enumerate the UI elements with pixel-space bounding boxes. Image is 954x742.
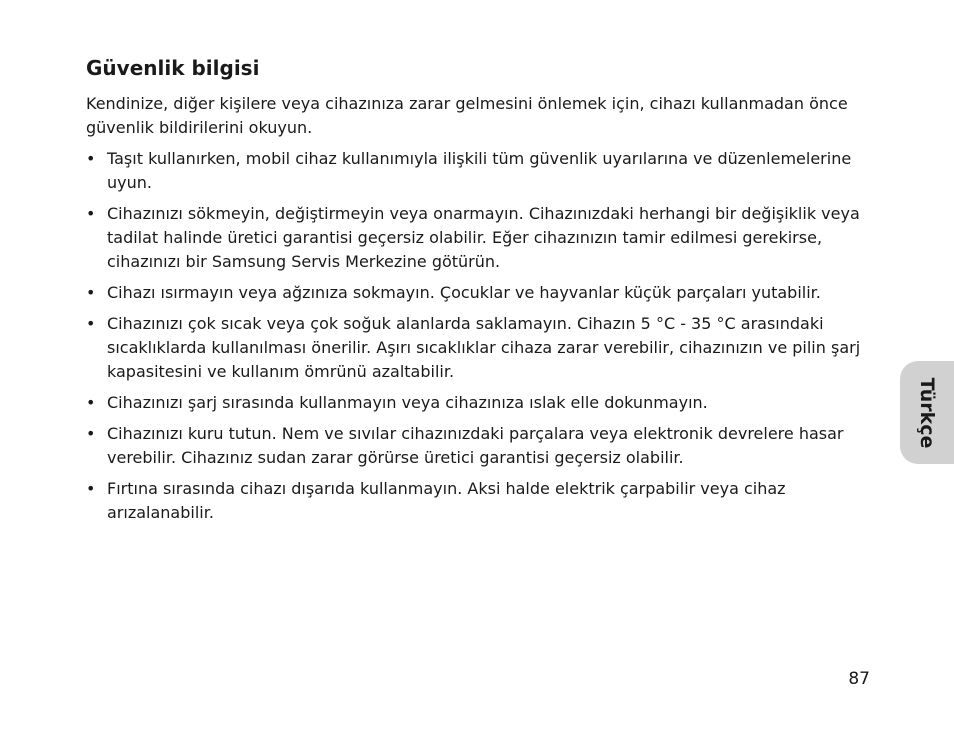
bullet-text: Cihazınızı sökmeyin, değiştirmeyin veya onarmayın. Cihazınızdaki herhangi bir değişiklik veya tadilat halinde üretici garantisi geçersiz olabilir. Eğer cihazınızın tamir edilmesi gerekirse, cihazınızı bir Samsung Servis Merkezine götürün.: [107, 204, 860, 271]
section-title: Güvenlik bilgisi: [86, 56, 260, 80]
safety-section: [86, 54, 876, 532]
intro-paragraph: Kendinize, diğer kişilere veya cihazınıza zarar gelmesini önlemek için, cihazı kullanmadan önce güvenlik bildirilerini okuyun.: [86, 94, 848, 137]
bullet-text: Cihazınızı çok sıcak veya çok soğuk alanlarda saklamayın. Cihazın 5 °C - 35 °C arasındaki sıcaklıklarda kullanılması önerilir. Aşırı sıcaklıklar cihaza zarar verebilir, cihazınızın ve pilin şarj kapasitesini ve kullanım ömrünü azaltabilir.: [107, 314, 861, 381]
bullet-item: [86, 312, 876, 384]
bullet-mark: •: [86, 393, 96, 412]
bullet-mark: •: [86, 204, 96, 223]
bullet-text: Cihazınızı şarj sırasında kullanmayın veya cihazınıza ıslak elle dokunmayın.: [107, 393, 708, 412]
bullet-text: Taşıt kullanırken, mobil cihaz kullanımıyla ilişkili tüm güvenlik uyarılarına ve düzenlemelerine uyun.: [107, 149, 852, 192]
bullet-item: [86, 281, 876, 305]
bullet-item: [86, 391, 876, 415]
language-side-tab: [900, 361, 954, 464]
bullet-item: [86, 202, 876, 274]
bullet-mark: •: [86, 479, 96, 498]
safety-bullet-list: [86, 147, 876, 525]
bullet-item: [86, 422, 876, 470]
page-number: 87: [848, 669, 870, 689]
bullet-item: [86, 477, 876, 525]
bullet-mark: •: [86, 149, 96, 168]
bullet-mark: •: [86, 283, 96, 302]
bullet-text: Fırtına sırasında cihazı dışarıda kullanmayın. Aksi halde elektrik çarpabilir veya cihaz arızalanabilir.: [107, 479, 786, 522]
bullet-mark: •: [86, 314, 96, 333]
bullet-item: [86, 147, 876, 195]
language-tab-label: Türkçe: [916, 377, 938, 448]
bullet-mark: •: [86, 424, 96, 443]
bullet-text: Cihazı ısırmayın veya ağzınıza sokmayın. Çocuklar ve hayvanlar küçük parçaları yutabilir.: [107, 283, 821, 302]
bullet-text: Cihazınızı kuru tutun. Nem ve sıvılar cihazınızdaki parçalara veya elektronik devrelere hasar verebilir. Cihazınız sudan zarar görürse üretici garantisi geçersiz olabilir.: [107, 424, 844, 467]
